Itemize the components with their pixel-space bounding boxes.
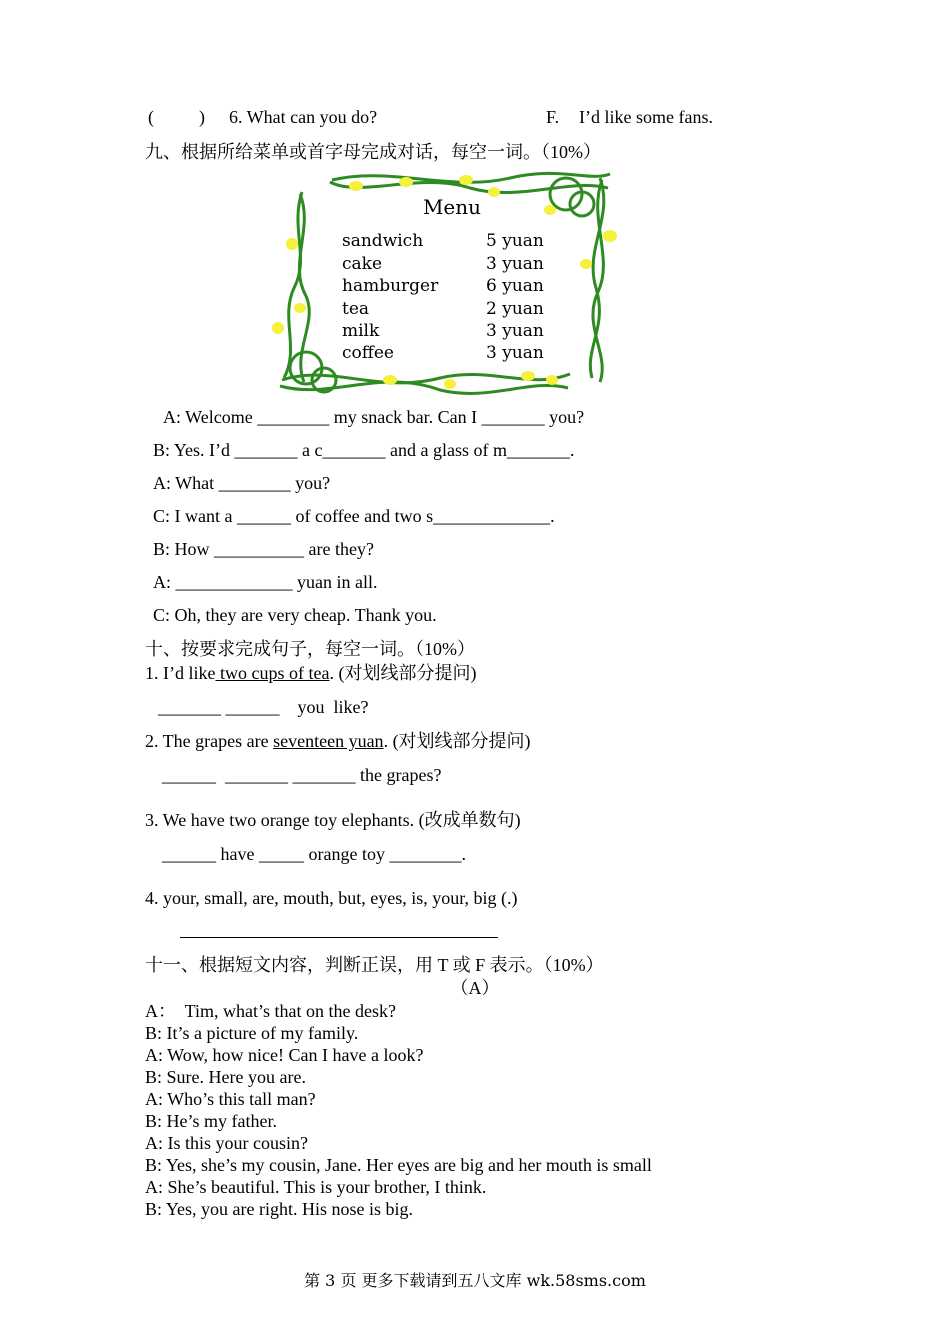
passage-line: A: Wow, how nice! Can I have a look? bbox=[145, 1045, 424, 1065]
question-2 bbox=[145, 730, 531, 752]
menu-item-name: milk bbox=[342, 321, 380, 341]
dialogue-line: B: Yes. I’d _______ a c_______ and a glass of m_______. bbox=[153, 440, 575, 460]
question-1-underlined: two cups of tea bbox=[215, 663, 330, 683]
menu-item-name: cake bbox=[342, 254, 383, 274]
question-2-post: . (对划线部分提问) bbox=[383, 731, 531, 751]
dialogue-line: B: How __________ are they? bbox=[153, 539, 374, 559]
menu-item-name: coffee bbox=[342, 343, 394, 363]
question-1-pre: 1. I’d like bbox=[145, 663, 216, 683]
answer-line bbox=[180, 937, 498, 938]
passage-line: A: She’s beautiful. This is your brother, I think. bbox=[145, 1177, 487, 1197]
menu-item-price: 5 yuan bbox=[486, 231, 544, 251]
passage-line: B: Yes, she’s my cousin, Jane. Her eyes are big and her mouth is small bbox=[145, 1155, 652, 1175]
menu-item-price: 3 yuan bbox=[486, 321, 544, 341]
menu-item-price: 3 yuan bbox=[486, 254, 544, 274]
passage-label: （A） bbox=[450, 978, 500, 998]
menu-item-name: sandwich bbox=[342, 231, 424, 251]
page-footer: 第 3 页 更多下载请到五八文库 wk.58sms.com bbox=[304, 1271, 646, 1290]
question-3-answer: ______ have _____ orange toy ________. bbox=[162, 844, 466, 864]
passage-line: B: Yes, you are right. His nose is big. bbox=[145, 1199, 414, 1219]
question-2-underlined: seventeen yuan bbox=[273, 731, 384, 751]
passage-line: A： Tim, what’s that on the desk? bbox=[145, 1001, 396, 1021]
option-text-f: I’d like some fans. bbox=[579, 107, 713, 127]
question-1 bbox=[145, 662, 476, 684]
section11-heading: 十一、根据短文内容，判断正误，用 T 或 F 表示。（10%） bbox=[145, 955, 604, 975]
menu-item-price: 3 yuan bbox=[486, 343, 544, 363]
menu-item-name: tea bbox=[342, 299, 370, 319]
question-2-pre: 2. The grapes are bbox=[145, 731, 274, 751]
question-6: 6. What can you do? bbox=[229, 107, 378, 127]
question-1-post: . (对划线部分提问) bbox=[329, 663, 477, 683]
question-2-answer: ______ _______ _______ the grapes? bbox=[162, 765, 442, 785]
passage-line: A: Who’s this tall man? bbox=[145, 1089, 316, 1109]
section9-heading: 九、根据所给菜单或首字母完成对话，每空一词。（10%） bbox=[145, 142, 601, 162]
menu-item-price: 2 yuan bbox=[486, 299, 544, 319]
menu-item-price: 6 yuan bbox=[486, 276, 544, 296]
passage-line: A: Is this your cousin? bbox=[145, 1133, 308, 1153]
option-letter-f: F. bbox=[546, 107, 560, 127]
dialogue-line: C: I want a ______ of coffee and two s_____________. bbox=[153, 506, 555, 526]
question-1-answer: _______ ______ you like? bbox=[158, 697, 369, 717]
passage-line: B: Sure. Here you are. bbox=[145, 1067, 306, 1087]
question-4: 4. your, small, are, mouth, but, eyes, is, your, big (.) bbox=[145, 888, 518, 908]
menu-item-name: hamburger bbox=[342, 276, 439, 296]
dialogue-line: A: _____________ yuan in all. bbox=[153, 572, 378, 592]
passage-line: B: He’s my father. bbox=[145, 1111, 277, 1131]
passage-line: B: It’s a picture of my family. bbox=[145, 1023, 359, 1043]
dialogue-line: A: What ________ you? bbox=[153, 473, 331, 493]
section10-heading: 十、按要求完成句子，每空一词。（10%） bbox=[145, 639, 475, 659]
answer-bracket: ( ) bbox=[148, 107, 205, 127]
menu-title: Menu bbox=[422, 195, 482, 219]
dialogue-line: A: Welcome ________ my snack bar. Can I _______ you? bbox=[163, 407, 585, 427]
question-3: 3. We have two orange toy elephants. (改成单数句) bbox=[145, 810, 521, 830]
dialogue-line: C: Oh, they are very cheap. Thank you. bbox=[153, 605, 437, 625]
